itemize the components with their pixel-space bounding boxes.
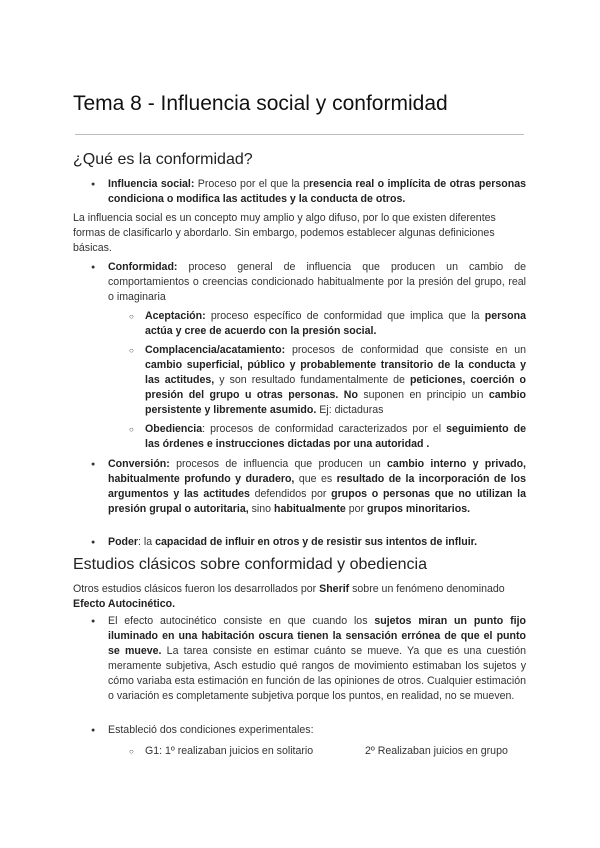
subbullet-grupos bbox=[145, 744, 526, 759]
horizontal-divider bbox=[75, 134, 524, 135]
condicion-g1: G1: 1º realizaban juicios en solitario bbox=[145, 745, 314, 757]
paragraph-sherif: Otros estudios clásicos fueron los desarrollados por Sherif sobre un fenómeno denominado Efecto Autocinético. bbox=[73, 583, 505, 610]
subbullet-obediencia: ○ Obediencia: procesos de conformidad caracterizados por el seguimiento de las órdenes e instrucciones dictadas por una autoridad . bbox=[145, 422, 526, 452]
paragraph-influencia-social: La influencia social es un concepto muy amplio y algo difuso, por lo que existen diferentes formas de clasificarlo y abordarlo. Sin embargo, podemos establecer algunas definiciones básicas. bbox=[73, 212, 496, 254]
subbullet-complacencia: ○ Complacencia/acatamiento: procesos de conformidad que consiste en un cambio superficial, público y probablemente transitorio de la conducta y las actitudes, y son resultado fundamentalmente de peticiones, coerción o presión del grupo u otras personas. No suponen en principio un cambio persistente y libremente asumido. Ej: dictaduras bbox=[145, 343, 526, 418]
page-title: Tema 8 - Influencia social y conformidad bbox=[73, 92, 448, 115]
bullet-influencia-social: ● Influencia social: Proceso por el que la presencia real o implícita de otras personas condiciona o modifica las actitudes y la conducta de otros. bbox=[108, 177, 526, 207]
bullet-poder: ● Poder: la capacidad de influir en otros y de resistir sus intentos de influir. bbox=[108, 535, 526, 550]
subbullet-aceptacion: ○ Aceptación: proceso específico de conformidad que implica que la persona actúa y cree de acuerdo con la presión social. bbox=[145, 309, 526, 339]
bullet-condiciones: ● Estableció dos condiciones experimentales: bbox=[108, 723, 526, 738]
section-heading-estudios: Estudios clásicos sobre conformidad y obediencia bbox=[73, 556, 427, 573]
condicion-g2: 2º Realizaban juicios en grupo bbox=[365, 745, 508, 757]
section-heading-conformidad: ¿Qué es la conformidad? bbox=[73, 151, 253, 168]
bullet-conversion: ● Conversión: procesos de influencia que producen un cambio interno y privado, habitualmente profundo y duradero, que es resultado de la incorporación de los argumentos y las actitudes defendidos por grupos o personas que no utilizan la presión grupal o autoritaria, sino habitualmente por grupos minoritarios. bbox=[108, 457, 526, 517]
bullet-efecto-autocinetico: ● El efecto autocinético consiste en que cuando los sujetos miran un punto fijo iluminado en una habitación oscura tienen la sensación errónea de que el punto se mueve. La tarea consiste en estimar cuánto se mueve. Ya que es una cuestión meramente subjetiva, Asch estudio qué rangos de movimiento estimaban los sujetos y cómo variaba esta estimación en función de las opiniones de otros. Cualquier estimación o variación es completamente subjetiva porque los puntos, en realidad, no se mueven. bbox=[108, 614, 526, 704]
bullet-conformidad: ● Conformidad: proceso general de influencia que producen un cambio de comportamientos o creencias condicionado habitualmente por la presión del grupo, real o imaginaria bbox=[108, 260, 526, 305]
